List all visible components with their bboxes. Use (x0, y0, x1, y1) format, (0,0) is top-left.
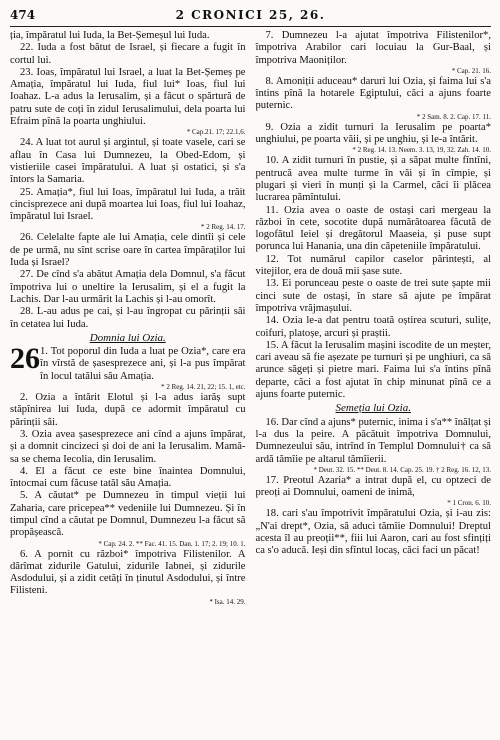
verse: ția, împăratul lui Iuda, la Bet-Șemeșul lui Iuda. (10, 30, 210, 41)
verse: 15. A făcut la Ierusalim mașini iscodite de un meșter, cari aveau să fie așezate pe turnuri și pe unghiuri, ca să arunce săgeți și pietre mari. Faima lui s'a întins pînă departe, căci a fost ajutat în chip minunat pînă ce a ajuns foarte puternic. (255, 339, 491, 401)
verse: 6. A pornit cu război* împotriva Filistenilor. A dărîmat zidurile Gatului, zidurile Iabnei, și zidurile Asdodului, și a zidit cetăți în ținutul Asdodului, și între Filisteni. (10, 548, 246, 597)
cross-reference: * 2 Reg. 14. 21, 22; 15. 1, etc. (161, 383, 246, 392)
cross-reference: * 2 Sam. 8. 2. Cap. 17. 11. (416, 112, 491, 121)
page-header (10, 8, 491, 27)
verse: 1. Tot poporul din Iuda a luat pe Ozia*, care era în vîrstă de șasesprezece ani, și l-a pus împărat în locul tatălui său Amația. (40, 346, 246, 382)
verse: 8. Amoniții aduceau* daruri lui Ozia, și faima lui s'a întins pînă la hotarele Egiptului, căci a ajuns foarte puternic. (255, 75, 491, 112)
verse: 25. Amația*, fiul lui Ioas, împăratul lui Iuda, a trăit cincisprezece ani după moartea lui Ioas, fiul lui Ioahaz, împăratul lui Israel. (10, 186, 246, 223)
right-column (256, 30, 492, 607)
chapter-number: 26 (10, 342, 40, 376)
cross-reference: * Cap.21. 17; 22.1,6. (186, 128, 246, 137)
chapter-start (10, 342, 246, 383)
verse: 2. Ozia a întărit Elotul și l-a adus iarăș supt stăpînirea lui Iuda, după ce adormit împăratul cu părinții săi. (10, 392, 246, 428)
verse: 7. Dumnezeu l-a ajutat împotriva Filistenilor*, împotriva Arabilor cari locuiau la Gur-Baal, și împotriva Maoniților. (255, 30, 491, 66)
cross-reference: * Isa. 14. 29. (209, 597, 246, 606)
verse: 24. A luat tot aurul și argintul, și toate vasele, cari se aflau în Casa lui Dumnezeu, la Obed-Edom, și vistieriile casei împăratului. A luat și ostatici, și s'a întors la Samaria. (10, 137, 246, 186)
verse: 5. A căutat* pe Dumnezeu în timpul vieții lui Zaharia, care pricepea** vedeniile lui Dumnezeu. Și în timpul cînd a căutat pe Domnul, Dumnezeu l-a făcut să propășească. (10, 490, 246, 539)
cross-reference: * 2 Reg. 14. 13. Neem. 3. 13, 19, 32. Zah. 14. 10. (352, 146, 491, 155)
verse: 11. Ozia avea o oaste de ostași cari mergeau la război în cete, socotite după numărătoarea făcută de logofătul Ieiel și dregătorul Maaseia, și puse supt porunca lui Hanania, una din căpeteniile împăratului. (255, 204, 491, 253)
running-title: 2 CRONICI 25, 26. (175, 8, 326, 22)
verse: 17. Preotul Azaria* a intrat după el, cu optzeci de preoți ai Domnului, oameni de inimă, (255, 474, 491, 499)
section-heading: Semeția lui Ozia. (335, 402, 411, 415)
page-number: 474 (10, 8, 36, 22)
verse: 22. Iuda a fost bătut de Israel, și fiecare a fugit în cortul lui. (10, 42, 246, 66)
verse: 28. L-au adus pe cai, și l-au îngropat cu părinții săi în cetatea lui Iuda. (10, 306, 246, 330)
left-column (10, 30, 246, 607)
cross-reference: * 2 Reg. 14. 17. (200, 223, 246, 232)
cross-reference: * Deut. 32. 15. ** Deut. 8. 14. Cap. 25. 19. † 2 Reg. 16. 12, 13. (313, 465, 491, 474)
verse: 4. El a făcut ce este bine înaintea Domnului, întocmai cum făcuse tatăl său Amația. (10, 465, 246, 490)
text-columns (10, 30, 491, 607)
verse: 18. cari s'au împotrivit împăratului Ozia, și i-au zis: „N'ai drept*, Ozia, să aduci tămîie Domnului! Dreptul acesta îl au preoții**, fiii lui Aaron, cari au fost sfințiți ca s'o aducă. Ieși din sfîntul locaș, căci faci un păcat! (255, 508, 491, 557)
verse: 3. Ozia avea șasesprezece ani cînd a ajuns împărat, și a domnit cincizeci și doi de ani la Ierusalim. Mamă-sa se chema Iecolia, din Ierusalim. (10, 428, 246, 465)
verse: 10. A zidit turnuri în pustie, și a săpat multe fîntîni, pentrucă avea multe turme în văi și în cîmpie, și plugari și vieri în munți și la Carmel, căci îi plăcea lucrarea pămîntului. (255, 155, 491, 204)
cross-reference: * Cap. 21. 16. (451, 66, 491, 75)
verse: 26. Celelalte fapte ale lui Amația, cele dintîi și cele de pe urmă, nu sînt scrise oare în cartea împăraților lui Iuda și Israel? (10, 232, 246, 269)
section-heading: Domnia lui Ozia. (89, 331, 166, 344)
verse: 9. Ozia a zidit turnuri la Ierusalim pe poarta* unghiului, pe poarta văii, și pe unghiu, și le-a întărit. (255, 121, 491, 146)
verse: 13. Ei porunceau peste o oaste de trei sute șapte mii cinci sute de ostași, în stare să ajute pe împărat împotriva vrăjmașului. (255, 278, 491, 314)
verse: 14. Ozia le-a dat pentru toată oștirea scuturi, sulițe, coifuri, platoșe, arcuri și praștii. (255, 315, 491, 339)
verse: 12. Tot numărul capilor caselor părintești, al vitejilor, era de două mii șase sute. (255, 253, 491, 278)
verse: 27. De cînd s'a abătut Amația dela Domnul, s'a făcut împotriva lui o uneltire la Ierusalim, și el a fugit la Lachis. Dar l-au urmărit la Lachis și l-au omorît. (10, 269, 246, 305)
verse: 16. Dar cînd a ajuns* puternic, inima i s'a** înălțat și l-a dus la peire. A păcătuit împotriva Domnului, Dumnezeului său, intrînd în Templul Domnului† ca să ardă tămîie pe altarul tămîierii. (255, 416, 491, 465)
cross-reference: * 1 Cron. 6. 10. (447, 499, 491, 508)
verse: 23. Ioas, împăratul lui Israel, a luat la Bet-Șemeș pe Amația, împăratul lui Iuda, fiul lui* Ioas, fiul lui Ioahaz. L-a adus la Ierusalim, și a făcut o spărtură de patru sute de coți în zidul Ierusalimului, dela poarta lui Efraim pînă la poarta unghiului. (10, 66, 246, 128)
cross-reference: * Cap. 24. 2. ** Fac. 41. 15. Dan. 1. 17; 2. 19; 10. 1. (98, 539, 246, 548)
